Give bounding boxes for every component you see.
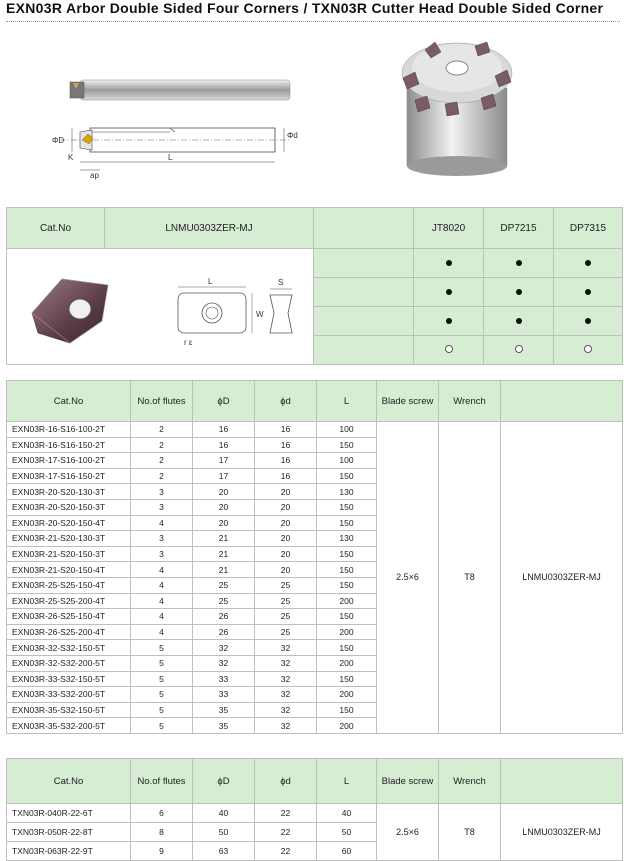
cell-flutes: 4 (131, 609, 193, 625)
grade-dot-filled (446, 289, 452, 295)
grade-column-header: DP7315 (554, 208, 623, 249)
col-header-insert (501, 759, 623, 804)
cell-cat-no: EXN03R-16-S16-150-2T (7, 437, 131, 453)
cell-cat-no: EXN03R-21-S20-150-4T (7, 562, 131, 578)
cell-phi-d: 20 (255, 499, 317, 515)
cell-cat-no: EXN03R-32-S32-150-5T (7, 640, 131, 656)
grade-dot-filled (446, 318, 452, 324)
grade-cell (414, 249, 484, 278)
cell-phi-d: 32 (255, 687, 317, 703)
cell-wrench: T8 (439, 804, 501, 861)
insert-dim-r: r ε (184, 338, 193, 347)
col-header-cat-no: Cat.No (7, 381, 131, 422)
insert-grade-table (6, 207, 623, 365)
cell-cat-no: TXN03R-050R-22-8T (7, 823, 131, 842)
cell-cat-no: EXN03R-20-S20-150-3T (7, 499, 131, 515)
cell-flutes: 2 (131, 422, 193, 438)
cell-phi-d: 32 (255, 718, 317, 734)
cell-phi-d: 22 (255, 823, 317, 842)
page-title: EXN03R Arbor Double Sided Four Corners / TXN03R Cutter Head Double Sided Corner (6, 0, 604, 16)
cell-L: 130 (317, 531, 377, 547)
grade-dot-open (515, 345, 523, 353)
cutter-head-photo (385, 28, 525, 178)
cell-phi-D: 20 (193, 515, 255, 531)
cell-blade-screw: 2.5×6 (377, 422, 439, 734)
cell-flutes: 2 (131, 453, 193, 469)
grade-row-label (314, 336, 414, 365)
cell-phi-d: 25 (255, 609, 317, 625)
col-header-phi-d: ϕd (255, 759, 317, 804)
cell-flutes: 6 (131, 804, 193, 823)
insert-drawing-outline (178, 293, 246, 333)
cell-phi-d: 22 (255, 804, 317, 823)
col-header-blade-screw: Blade screw (377, 381, 439, 422)
cell-flutes: 3 (131, 484, 193, 500)
grade-column-header: DP7215 (484, 208, 554, 249)
grade-cell (414, 307, 484, 336)
insert-images (10, 251, 310, 359)
cell-flutes: 5 (131, 718, 193, 734)
cell-cat-no: EXN03R-25-S25-200-4T (7, 593, 131, 609)
cell-flutes: 8 (131, 823, 193, 842)
cell-phi-D: 32 (193, 655, 255, 671)
col-header-cat-no: Cat.No (7, 759, 131, 804)
cell-flutes: 5 (131, 671, 193, 687)
col-header-phi-D: ϕD (193, 759, 255, 804)
cell-phi-D: 17 (193, 468, 255, 484)
cell-phi-d: 32 (255, 655, 317, 671)
dim-phi-D: ΦD (52, 136, 65, 145)
dim-L: L (168, 153, 173, 162)
cell-flutes: 9 (131, 842, 193, 861)
grade-cat-label: Cat.No (7, 208, 105, 249)
cell-flutes: 4 (131, 593, 193, 609)
dim-ap: ap (90, 171, 99, 180)
cell-wrench: T8 (439, 422, 501, 734)
cell-cat-no: EXN03R-26-S25-150-4T (7, 609, 131, 625)
grade-insert-model: LNMU0303ZER-MJ (105, 208, 314, 249)
cell-flutes: 5 (131, 640, 193, 656)
cell-phi-D: 40 (193, 804, 255, 823)
cell-L: 150 (317, 546, 377, 562)
grade-cell (414, 278, 484, 307)
cell-phi-d: 20 (255, 484, 317, 500)
grade-cell (554, 336, 623, 365)
cell-L: 100 (317, 453, 377, 469)
cell-cat-no: EXN03R-21-S20-130-3T (7, 531, 131, 547)
cell-flutes: 2 (131, 437, 193, 453)
cell-phi-d: 32 (255, 671, 317, 687)
cell-flutes: 4 (131, 562, 193, 578)
title-divider (6, 21, 620, 22)
cell-L: 50 (317, 823, 377, 842)
cell-L: 200 (317, 624, 377, 640)
cell-phi-d: 20 (255, 531, 317, 547)
cell-insert: LNMU0303ZER-MJ (501, 422, 623, 734)
cell-phi-D: 33 (193, 671, 255, 687)
grade-dot-filled (446, 260, 452, 266)
col-header-wrench: Wrench (439, 759, 501, 804)
cell-phi-d: 16 (255, 468, 317, 484)
cell-L: 150 (317, 499, 377, 515)
cell-L: 150 (317, 562, 377, 578)
grade-cell (554, 307, 623, 336)
table-row (7, 422, 623, 438)
cell-L: 150 (317, 671, 377, 687)
grade-dot-filled (516, 260, 522, 266)
cell-phi-d: 32 (255, 702, 317, 718)
cell-flutes: 3 (131, 546, 193, 562)
grade-cell (484, 249, 554, 278)
grade-row-label (314, 307, 414, 336)
cell-L: 200 (317, 718, 377, 734)
cell-cat-no: EXN03R-35-S32-200-5T (7, 718, 131, 734)
cell-L: 150 (317, 515, 377, 531)
cell-phi-D: 16 (193, 437, 255, 453)
cell-phi-d: 25 (255, 624, 317, 640)
grade-column-header: JT8020 (414, 208, 484, 249)
insert-dim-S: S (278, 278, 284, 287)
cell-phi-d: 20 (255, 562, 317, 578)
cell-L: 40 (317, 804, 377, 823)
cell-flutes: 5 (131, 687, 193, 703)
table-row (7, 804, 623, 823)
cell-phi-D: 63 (193, 842, 255, 861)
cell-L: 150 (317, 437, 377, 453)
grade-cell (484, 278, 554, 307)
cell-L: 150 (317, 702, 377, 718)
cell-phi-d: 22 (255, 842, 317, 861)
cell-phi-d: 25 (255, 593, 317, 609)
cell-phi-D: 21 (193, 531, 255, 547)
cell-flutes: 4 (131, 515, 193, 531)
arbor-shaft-photo (80, 80, 290, 100)
cell-phi-D: 50 (193, 823, 255, 842)
cell-phi-D: 21 (193, 546, 255, 562)
dim-phi-d: Φd (287, 131, 298, 140)
cell-phi-D: 17 (193, 453, 255, 469)
cell-flutes: 3 (131, 499, 193, 515)
insert-dim-L: L (208, 277, 213, 286)
cell-phi-D: 35 (193, 718, 255, 734)
cell-insert: LNMU0303ZER-MJ (501, 804, 623, 861)
insert-images-cell (7, 249, 314, 365)
cell-flutes: 5 (131, 655, 193, 671)
cell-cat-no: EXN03R-17-S16-100-2T (7, 453, 131, 469)
cell-cat-no: TXN03R-040R-22-6T (7, 804, 131, 823)
cell-flutes: 4 (131, 624, 193, 640)
cell-flutes: 5 (131, 702, 193, 718)
cell-L: 60 (317, 842, 377, 861)
cell-phi-d: 20 (255, 515, 317, 531)
cell-cat-no: EXN03R-17-S16-150-2T (7, 468, 131, 484)
col-header-blade-screw: Blade screw (377, 759, 439, 804)
grade-cell (484, 307, 554, 336)
col-header-L: L (317, 381, 377, 422)
cell-cat-no: EXN03R-26-S25-200-4T (7, 624, 131, 640)
col-header-flutes: No.of flutes (131, 759, 193, 804)
cell-phi-D: 20 (193, 484, 255, 500)
grade-cell (554, 249, 623, 278)
grade-row-label (314, 249, 414, 278)
cell-cat-no: EXN03R-25-S25-150-4T (7, 577, 131, 593)
cutter-head-spec-table (6, 758, 623, 861)
arbor-drawing (40, 70, 320, 185)
cell-cat-no: EXN03R-21-S20-150-3T (7, 546, 131, 562)
cell-blade-screw: 2.5×6 (377, 804, 439, 861)
cell-L: 150 (317, 468, 377, 484)
cell-L: 200 (317, 655, 377, 671)
cell-phi-d: 16 (255, 453, 317, 469)
col-header-wrench: Wrench (439, 381, 501, 422)
col-header-L: L (317, 759, 377, 804)
cell-cat-no: EXN03R-33-S32-150-5T (7, 671, 131, 687)
grade-blank-header (314, 208, 414, 249)
dim-K: K (68, 153, 74, 162)
cell-phi-d: 20 (255, 546, 317, 562)
insert-dim-W: W (256, 310, 264, 319)
grade-dot-open (445, 345, 453, 353)
cell-cat-no: EXN03R-20-S20-150-4T (7, 515, 131, 531)
col-header-phi-d: ϕd (255, 381, 317, 422)
cell-L: 150 (317, 640, 377, 656)
cell-flutes: 2 (131, 468, 193, 484)
cell-L: 130 (317, 484, 377, 500)
grade-dot-filled (585, 260, 591, 266)
col-header-phi-D: ϕD (193, 381, 255, 422)
cell-phi-D: 35 (193, 702, 255, 718)
cell-phi-D: 20 (193, 499, 255, 515)
cell-cat-no: EXN03R-32-S32-200-5T (7, 655, 131, 671)
cell-phi-D: 25 (193, 593, 255, 609)
cell-phi-D: 32 (193, 640, 255, 656)
grade-dot-filled (585, 318, 591, 324)
col-header-flutes: No.of flutes (131, 381, 193, 422)
cell-cat-no: EXN03R-35-S32-150-5T (7, 702, 131, 718)
cell-phi-D: 26 (193, 609, 255, 625)
cell-phi-d: 16 (255, 422, 317, 438)
arbor-spec-table (6, 380, 623, 734)
cell-L: 100 (317, 422, 377, 438)
cell-cat-no: EXN03R-20-S20-130-3T (7, 484, 131, 500)
cell-cat-no: TXN03R-063R-22-9T (7, 842, 131, 861)
cell-phi-D: 26 (193, 624, 255, 640)
cell-L: 150 (317, 577, 377, 593)
grade-cell (484, 336, 554, 365)
grade-row-label (314, 278, 414, 307)
grade-dot-open (584, 345, 592, 353)
cell-phi-D: 25 (193, 577, 255, 593)
cell-phi-d: 32 (255, 640, 317, 656)
grade-dot-filled (585, 289, 591, 295)
cell-L: 200 (317, 687, 377, 703)
cell-L: 150 (317, 609, 377, 625)
grade-cell (414, 336, 484, 365)
grade-dot-filled (516, 289, 522, 295)
cell-flutes: 3 (131, 531, 193, 547)
cell-phi-d: 16 (255, 437, 317, 453)
cell-cat-no: EXN03R-33-S32-200-5T (7, 687, 131, 703)
grade-cell (554, 278, 623, 307)
cell-flutes: 4 (131, 577, 193, 593)
cell-phi-D: 21 (193, 562, 255, 578)
cell-cat-no: EXN03R-16-S16-100-2T (7, 422, 131, 438)
cell-phi-D: 16 (193, 422, 255, 438)
cell-phi-d: 25 (255, 577, 317, 593)
cell-phi-D: 33 (193, 687, 255, 703)
grade-dot-filled (516, 318, 522, 324)
col-header-insert (501, 381, 623, 422)
cell-L: 200 (317, 593, 377, 609)
